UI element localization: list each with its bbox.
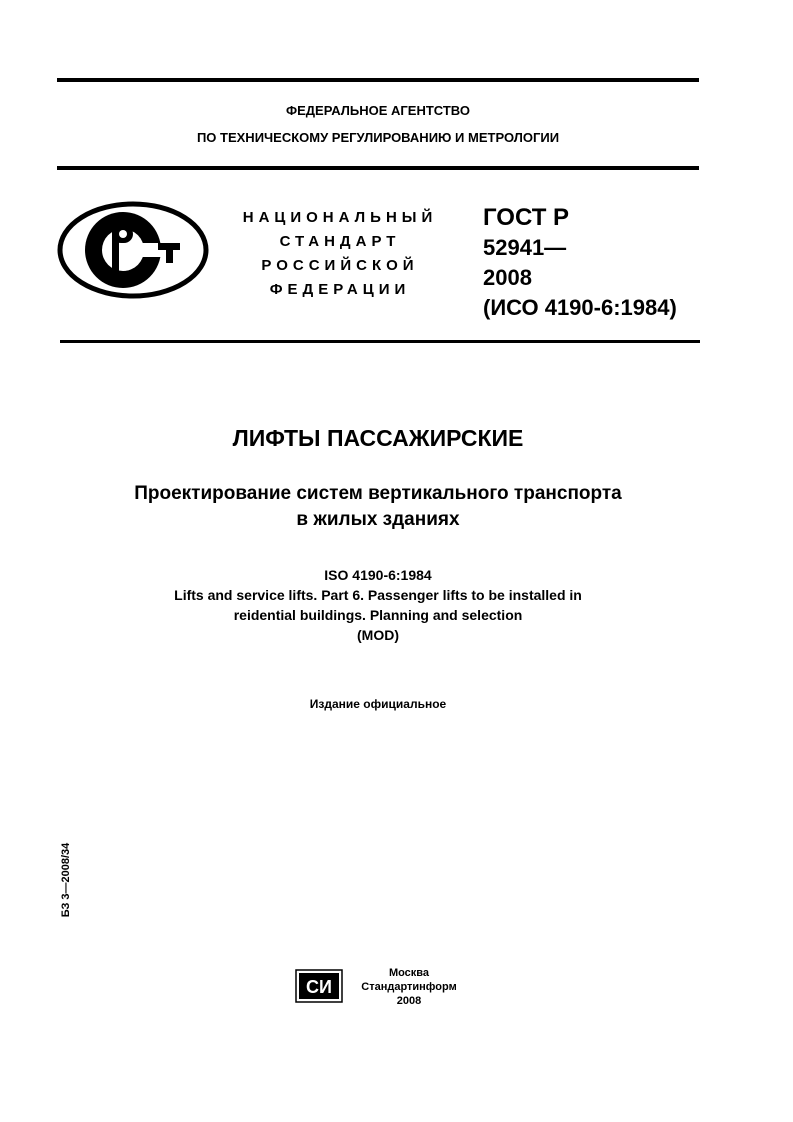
publisher-year: 2008 xyxy=(396,995,422,1007)
gost-line-2: 52941— xyxy=(483,235,567,260)
national-line-4: ФЕДЕРАЦИИ xyxy=(269,281,411,298)
iso-block xyxy=(57,565,699,645)
publisher-logo xyxy=(295,969,343,1003)
publisher-name: Стандартинформ xyxy=(361,981,457,993)
document-title: ЛИФТЫ ПАССАЖИРСКИЕ xyxy=(232,425,524,451)
national-line-3: РОССИЙСКОЙ xyxy=(261,257,419,274)
iso-code: ISO 4190-6:1984 xyxy=(324,567,432,583)
gost-line-4: (ИСО 4190-6:1984) xyxy=(483,295,677,320)
iso-title-line-1: Lifts and service lifts. Part 6. Passenger lifts to be installed in xyxy=(174,587,582,603)
rst-logo xyxy=(57,201,209,299)
gost-line-3: 2008 xyxy=(483,265,532,290)
publisher-info xyxy=(350,966,468,1008)
svg-text:СИ: СИ xyxy=(306,977,332,997)
side-note: БЗ 3—2008/34 xyxy=(60,842,72,918)
national-line-2: СТАНДАРТ xyxy=(279,233,401,250)
standard-rule xyxy=(60,340,700,343)
national-line-1: НАЦИОНАЛЬНЫЙ xyxy=(242,209,438,226)
iso-title-line-2: reidential buildings. Planning and selection xyxy=(233,607,523,623)
header-rule xyxy=(57,166,699,170)
national-standard-caption xyxy=(236,206,444,302)
iso-mod: (MOD) xyxy=(357,627,399,643)
document-subtitle-line-1: Проектирование систем вертикального транспорта xyxy=(134,483,622,504)
edition-label: Издание официальное xyxy=(309,697,447,711)
gost-number-block xyxy=(483,203,713,323)
top-rule xyxy=(57,78,699,82)
publisher-city: Москва xyxy=(388,967,430,979)
gost-line-1: ГОСТ Р xyxy=(483,204,570,231)
agency-line-1: ФЕДЕРАЛЬНОЕ АГЕНТСТВО xyxy=(286,103,470,118)
document-subtitle-line-2: в жилых зданиях xyxy=(296,509,460,530)
agency-line-2: ПО ТЕХНИЧЕСКОМУ РЕГУЛИРОВАНИЮ И МЕТРОЛОГИИ xyxy=(196,130,560,145)
